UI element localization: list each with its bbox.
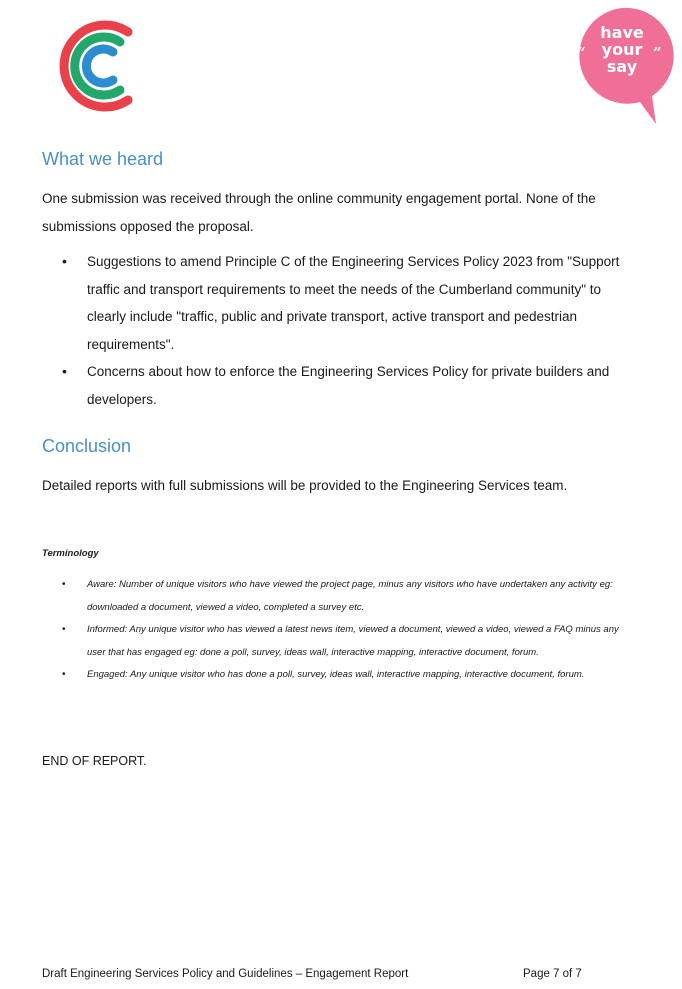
council-logo-icon bbox=[46, 14, 142, 118]
list-item: • Concerns about how to enforce the Engineering Services Policy for private builders and developers. bbox=[42, 358, 642, 413]
footer-title: Draft Engineering Services Policy and Guidelines – Engagement Report bbox=[42, 968, 409, 980]
list-item: • Aware: Number of unique visitors who have viewed the project page, minus any visitors who have undertaken any activity eg: downloaded a document, viewed a video, completed a survey etc. bbox=[42, 574, 622, 619]
list-item: • Suggestions to amend Principle C of the Engineering Services Policy 2023 from "Support traffic and transport requirements to meet the needs of the Cumberland community" to clearly include "traffic, public and private transport, active transport and pedestrian requirements". bbox=[42, 248, 642, 358]
what-we-heard-heading: What we heard bbox=[42, 149, 164, 169]
list-item: • Engaged: Any unique visitor who has done a poll, survey, ideas wall, interactive mapping, interactive document, forum. bbox=[42, 664, 622, 687]
footer-page-number: Page 7 of 7 bbox=[523, 968, 582, 980]
hys-line-2: your bbox=[601, 40, 643, 59]
quote-open-icon: “ bbox=[577, 44, 586, 62]
terminology-list bbox=[42, 574, 622, 687]
end-of-report: END OF REPORT. bbox=[42, 754, 147, 768]
logo-ring-blue bbox=[86, 49, 113, 83]
conclusion-heading: Conclusion bbox=[42, 436, 132, 456]
what-we-heard-list bbox=[42, 248, 642, 413]
hys-line-1: have bbox=[600, 23, 644, 42]
have-your-say-text bbox=[584, 24, 660, 75]
conclusion-text: Detailed reports with full submissions will be provided to the Engineering Services team. bbox=[42, 478, 568, 493]
quote-close-icon: ” bbox=[653, 44, 662, 62]
list-item: • Informed: Any unique visitor who has viewed a latest news item, viewed a document, viewed a video, viewed a FAQ minus any user that has engaged eg: done a poll, survey, ideas wall, interactive mapping, interactive document, forum. bbox=[42, 619, 622, 664]
hys-line-3: say bbox=[606, 57, 638, 76]
what-we-heard-intro: One submission was received through the online community engagement portal. None of the submissions opposed the proposal. bbox=[42, 191, 596, 234]
terminology-title: Terminology bbox=[42, 548, 99, 559]
